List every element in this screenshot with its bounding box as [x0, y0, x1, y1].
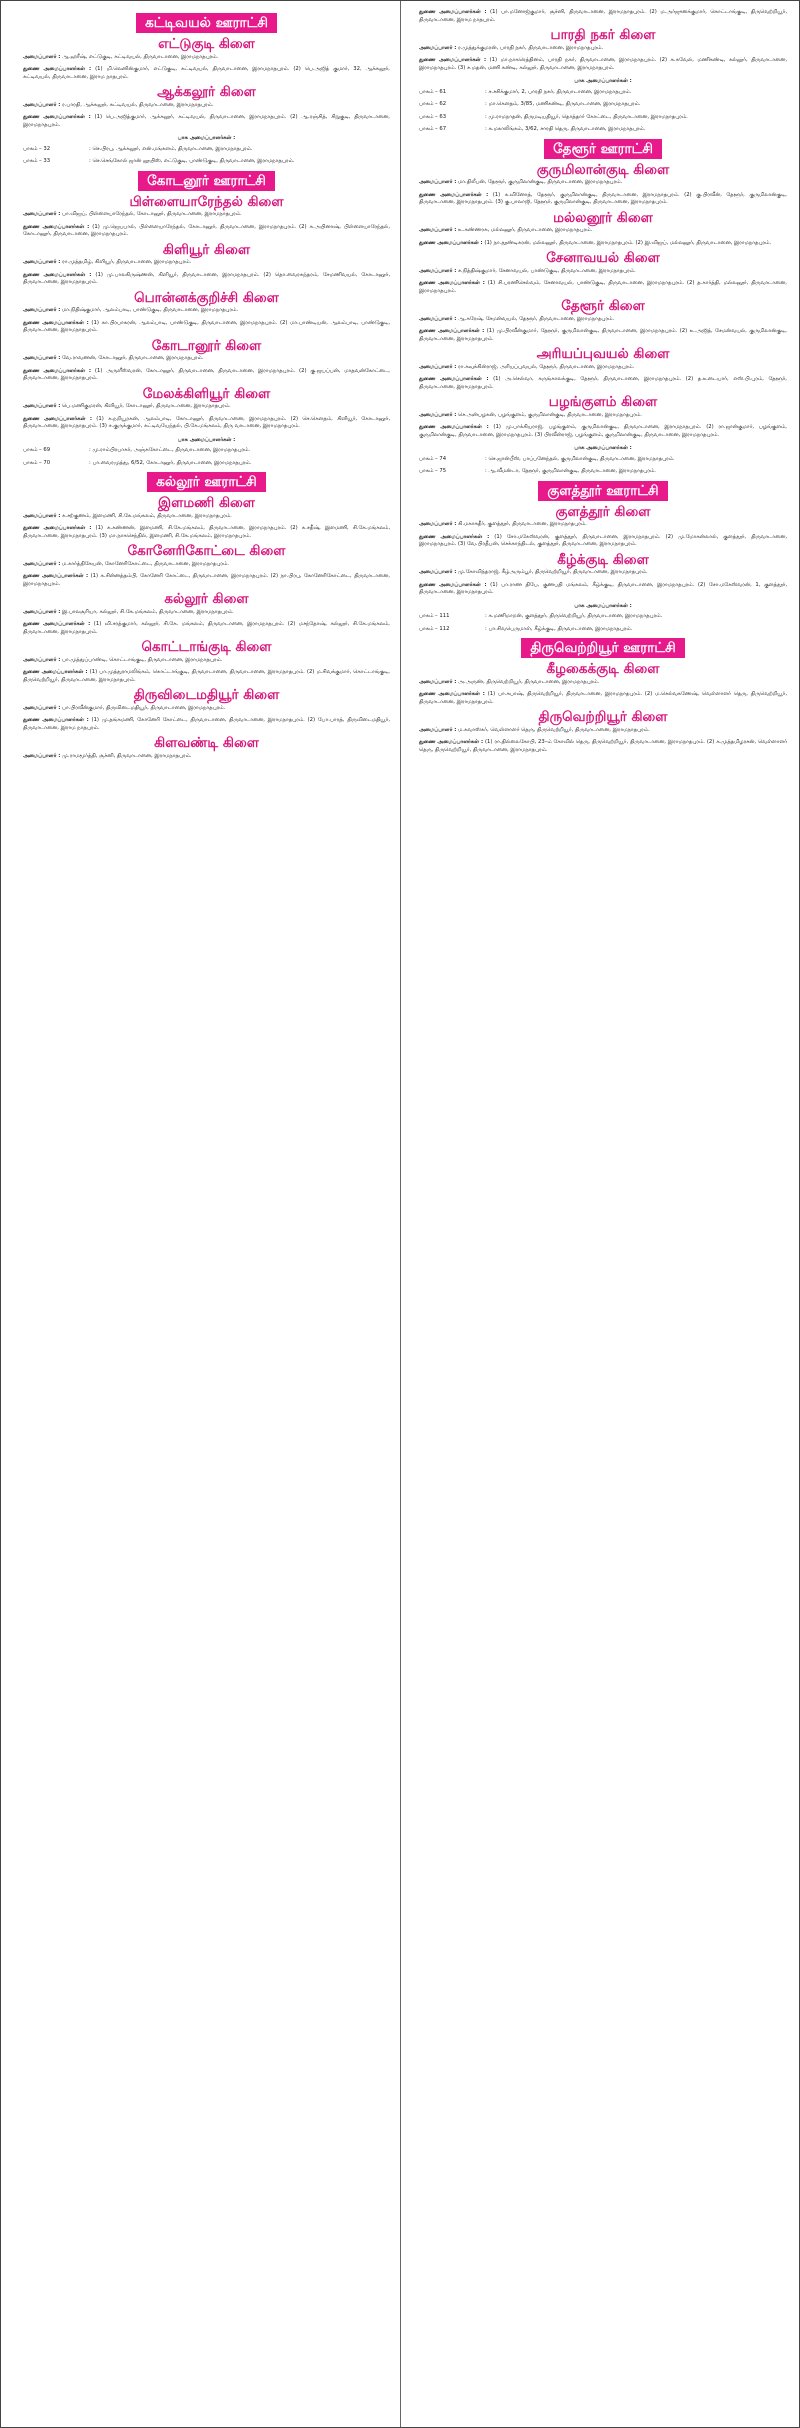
role-label: துணை அமைப்பாளர்கள் : [419, 581, 487, 588]
member-details: அ.அருண், திருவெற்றியூர், திருவாடானை, இராமநாதபுரம். [458, 678, 600, 685]
part-row [419, 626, 787, 634]
member-details: (1) சோ.மகேஸ்வரன், குளத்தூர், திருவாடானை, இராமநாதபுரம். (2) மு.மோகன்லால், குளத்தூர், திருவாடானை, இராமநாதபுரம். (3) வே.பிரதீபன், செக்காந்திடல், குளத்தூர், திருவாடானை, இராமநாதபுரம். [419, 533, 788, 547]
branch-heading: கல்லூர் கிளை [164, 591, 249, 607]
part-number: பாகம் – 67 [419, 126, 447, 132]
member-details: பா.முத்துப்பாண்டி, கொட்டாங்குடி, திருவாடானை, இராமநாதபுரம். [62, 656, 223, 663]
role-label: துணை அமைப்பாளர்கள் : [419, 239, 483, 246]
member-details: மு.கோவிந்தராஜ், கீழ்அரும்பூர், திருவெற்றியூர், திருவாடானை, இராமநாதபுரம். [458, 569, 648, 575]
role-label: அமைப்பாளர் : [23, 211, 61, 217]
role-label: அமைப்பாளர் : [419, 227, 457, 233]
member-details: பா.விஜய், பிள்ளையாரேந்தல், கோடானூர், திருவாடானை, இராமநாதபுரம். [62, 211, 242, 217]
member-details: (1) பெ.அஜித்குமார், ஆக்கலூர், கட்டிவயல், திருவாடானை, இராமநாதபுரம். (2) ஆ.ரஞ்சித், சிறுகுடி, திருவாடானை, இராமநாதபுரம். [23, 114, 390, 128]
left-column [1, 1, 400, 2427]
member-entry [419, 727, 787, 735]
role-label: துணை அமைப்பாளர்கள் : [419, 280, 485, 286]
member-details: செ.அன்பழகன், பழங்குளம், குருமிலான்குடி, திருவாடானை, இராமநாதபுரம். [458, 411, 642, 418]
part-organiser: : பா.சிவபெருமாள், கீழ்க்குடி, திருவாடானை, இராமநாதபுரம். [485, 625, 633, 632]
member-entry [23, 114, 390, 129]
part-number: பாகம் – 61 [419, 88, 447, 95]
member-details: இ.பாலசூரியா, கல்லூர், சி.கே.மங்கலம், திருவாடானை, இராமநாதபுரம். [62, 608, 234, 615]
branch-heading: பிள்ளையாரேந்தல் கிளை [129, 193, 284, 210]
member-entry [419, 227, 787, 235]
part-number: பாகம் – 32 [23, 145, 51, 152]
role-label: அமைப்பாளர் : [23, 512, 61, 519]
member-entry [23, 403, 390, 411]
part-organisers-heading: பாக அமைப்பாளர்கள் : [574, 445, 632, 451]
member-details: (1) வி.சரத்குமார், கல்லூர், சி.கே. மங்கலம், திருவாடானை, இராமநாதபுரம். (2) மசந்தோஷ், கல்லூர், சி.கே.மங்கலம், திருவாடானை, இராமநாதபுரம். [23, 621, 390, 635]
member-entry [419, 240, 787, 248]
part-row [419, 613, 787, 621]
member-details: ரா.முத்தமிழ், கிளியூர், திருவாடானை, இராமநாதபுரம். [62, 259, 192, 265]
member-details: ம.கவாஸ்கர், வெள்ளாளர் தெரு, திருவெற்றியூர், திருவாடானை, இராமநாதபுரம். [458, 726, 650, 733]
branch-heading: அரியப்புவயல் கிளை [536, 346, 670, 362]
branch-heading: மல்லனூர் கிளை [553, 209, 653, 226]
role-label: அமைப்பாளர் : [419, 267, 457, 274]
member-entry [419, 268, 787, 276]
role-label: அமைப்பாளர் : [419, 411, 457, 418]
role-label: அமைப்பாளர் : [419, 44, 457, 51]
role-label: அமைப்பாளர் : [419, 678, 457, 685]
role-label: துணை அமைப்பாளர்கள் : [419, 739, 484, 745]
branch-heading: குளத்தூர் கிளை [555, 503, 651, 520]
part-number: பாகம் – 70 [23, 459, 51, 466]
member-details: (1) பா.மனோஜ்குமார், சூச்னி, திருவாடானை, இராமநாதபுரம். (2) ம.அர்ஜுனக்குமார், கொட்டாங்குடி, திருவெற்றியூர், திருவாடானை, இராம நாதபுரம். [419, 9, 788, 23]
member-entry [23, 609, 390, 617]
union-heading [419, 481, 787, 501]
part-row [419, 468, 787, 476]
member-entry [419, 691, 787, 706]
member-entry [419, 679, 787, 687]
member-details: ரா.கவுக்கின்ராஜ், அரியப்புவயல், தேளூர், திருவாடானை, இராமநாதபுரம். [458, 363, 635, 370]
branch-heading: திருவிடைமதியூர் கிளை [133, 687, 280, 703]
part-row [419, 114, 787, 122]
role-label: அமைப்பாளர் : [419, 179, 457, 185]
member-details: (1) கா.பிரபாகரன், ஆலம்பாடி, பாண்டுகுடி, திருவாடானை, இராமநாதபுரம். (2) மா.பாண்டியன், ஆலம்பாடி, பாண்டுகுடி, திருவாடானை, இராமநாதபுரம். [23, 319, 390, 333]
part-row [23, 447, 390, 455]
part-organiser: : ச.சசிக்குமார், 2, பாரதி நகர், திருவாடானை, இராமநாதபுரம். [485, 88, 632, 95]
member-details: ஆ.ஹரீஷ், எட்டுகுடி, கட்டிவயல், திருவாடானை, இராமநாதபுரம். [62, 53, 219, 60]
member-details: (1) க.கண்ணன், இளமணி, சி.கே.மங்கலம், திருவாடானை, இராமநாதபுரம். (2) க.சதீஷ், இளமணி, சி.கே.மங்கலம், திருவாடானை, இராமநாதபுரம். (3) மா.நாகசெந்தில், இளமணி, சி.கே.மங்கலம், இராமநாதபுரம். [23, 525, 391, 539]
branch-heading: பொன்னக்குறிச்சி கிளை [134, 289, 279, 306]
member-details: (1) பா.முத்துராமலிங்கம், கொட்டாங்குடி, திருவாடானை, திருவாடானை, இராமநாதபுரம். (2) ம.சிவக்குமார், கொட்டாங்குடி, திருவெற்றியூர், திருவாடானை, இராமநாதபுரம். [23, 669, 390, 683]
branch-heading: பழங்குளம் கிளை [548, 394, 658, 410]
role-label: துணை அமைப்பாளர்கள் : [419, 424, 489, 430]
union-label: திருவெற்றியூர் ஊராட்சி [521, 638, 684, 658]
role-label: அமைப்பாளர் : [23, 656, 61, 663]
branch-heading: எட்டுகுடி கிளை [158, 36, 255, 52]
member-entry [23, 272, 390, 287]
role-label: துணை அமைப்பாளர்கள் : [23, 367, 92, 374]
part-row [23, 158, 390, 166]
part-row [419, 101, 787, 109]
member-entry [23, 621, 390, 636]
role-label: துணை அமைப்பாளர்கள் : [23, 621, 91, 627]
member-entry [419, 534, 787, 549]
member-entry [419, 9, 787, 24]
member-details: (1) மா.நாகரெத்தினம், பாரதி நகர், திருவாடானை, இராமநாதபுரம். (2) க.சுவேல், மணிகண்டி, கல்லூர், திருவாடானை, இராமநாதபுரம். (3) ச.மதன், மணி கண்டி, கல்லூர், திருவாடானை, இராமநாதபுரம். [419, 57, 787, 71]
role-label: துணை அமைப்பாளர்கள் : [23, 114, 91, 120]
role-label: அமைப்பாளர் : [23, 560, 61, 567]
member-details: உ.கண்ணரசு, மல்லனூர், திருவாடானை, இராமநாதபுரம். [458, 227, 593, 233]
union-heading [23, 13, 390, 33]
part-number: பாகம் – 69 [23, 447, 51, 453]
role-label: அமைப்பாளர் : [419, 521, 457, 527]
part-number: பாகம் – 75 [419, 468, 447, 474]
role-label: அமைப்பாளர் : [23, 403, 61, 409]
member-details: மா.திலீபன், தேளூர், குருமிலான்குடி, திருவாடானை, இராமநாதபுரம். [458, 179, 623, 185]
role-label: அமைப்பாளர் : [23, 307, 61, 313]
role-label: துணை அமைப்பாளர்கள் : [23, 271, 92, 278]
member-details: பெ.மணிகுமரன், கிளியூர், கோடானூர், திருவாடானை, இராமநாதபுரம். [62, 403, 231, 409]
member-entry [23, 705, 390, 713]
member-entry [419, 582, 787, 597]
union-heading [419, 638, 787, 658]
member-details: (1) க.சின்னத்தம்பி, கோனேரி கோட்டை, திருவாடானை, இராமநாதபுரம். (2) நா.பிரபு, கோனேரிகோட்டை, திருவாடானை, இராமநாதபுரம். [23, 573, 390, 587]
member-details: (1) அருளீஸ்வரன், கோடானூர், திருவாடானை, திருவாடானை, இராமநாதபுரம். (2) கு.ஜயப்பன், மாதவன்கோட்டை, திருவாடானை, இராமநாதபுரம். [23, 367, 390, 381]
role-label: துணை அமைப்பாளர்கள் : [23, 525, 92, 531]
member-entry [419, 412, 787, 420]
member-entry [419, 424, 787, 439]
member-details: (1) மு.தங்கமணி, கோனேரி கோட்டை, திருவாடானை, திருவாடானை, இராமநாதபுரம். (2) போ.பாரத், திருவிடைமதியூர், திருவாடானை, இராம நாதபுரம். [23, 717, 390, 731]
branch-heading: கிளவண்டி கிளை [154, 735, 259, 751]
role-label: துணை அமைப்பாளர்கள் : [23, 573, 89, 579]
part-organiser: : க.மணிமாறன், குளத்தூர், திருவெற்றியூர், திருவாடானை, இராமநாதபுரம். [485, 613, 663, 619]
member-entry [23, 561, 390, 569]
union-label: கட்டிவயல் ஊராட்சி [136, 13, 277, 33]
union-heading [23, 171, 390, 191]
role-label: அமைப்பாளர் : [23, 53, 61, 60]
member-entry [419, 739, 787, 754]
member-details: (1) க.வினோத், தேளூர், குருமிலான்குடி, திருவாடானை, இராமநாதபுரம். (2) கு.பிரவீன், தேளூர், குருமிலான்குடி, திருவாடானை, இராமநாதபுரம். (3) கு.பாலாஜி, தேளூர், குருமிலான்குடி, திருவாடானை, இராமநாதபுரம். [419, 191, 787, 205]
part-organiser: : மு.ராம்பிரபாகர், அஞ்சுகோட்டை, திருவாடானை, இராமநாதபுரம். [89, 447, 251, 453]
member-details: மு.ராமமூர்த்தி, சூச்னி, திருவாடானை, இராமநாதபுரம். [62, 752, 192, 759]
member-entry [419, 57, 787, 72]
branch-heading: சேனாவயல் கிளை [546, 250, 660, 266]
member-entry [23, 717, 390, 732]
branch-heading: குருமிலான்குடி கிளை [536, 161, 670, 178]
right-column [400, 1, 799, 2427]
branch-heading: கீழ்க்குடி கிளை [557, 551, 649, 568]
union-heading [419, 139, 787, 159]
role-label: அமைப்பாளர் : [23, 259, 61, 265]
role-label: துணை அமைப்பாளர்கள் : [23, 717, 89, 723]
part-row [23, 146, 390, 154]
member-details: க.சற்குணம், இளமணி, சி.கே.மங்கலம், திருவாடானை, இராமநாதபுரம். [62, 512, 232, 519]
part-row [419, 126, 787, 134]
branch-heading: கிளியூர் கிளை [162, 241, 251, 258]
branch-heading: இளமணி கிளை [158, 495, 255, 511]
member-details: (1) மு.பிரவீன்குமார், தேளூர், குருமிலான்குடி, திருவாடானை, இராமநாதபுரம். (2) உ.அஜித், சேமன்வயல், குருமிலான்குடி, திருவாடானை, இராமநாதபுரம். [419, 328, 787, 342]
member-details: (1) பா.ராண திபே, குணபதி மங்கலம், கீழ்க்குடி, திருவாடானை, இராமநாதபுரம். (2) சோ.மகேஸ்வரன், 1, குளத்தூர், திருவாடானை, இராமநாதபுரம். [419, 581, 788, 595]
part-organisers-heading: பாக அமைப்பாளர்கள் : [574, 602, 632, 609]
member-details: கி.மகாசுதீர், குளத்தூர், திருவாடானை, இராமநாதபுரம். [458, 521, 587, 527]
union-label: குளத்தூர் ஊராட்சி [538, 481, 667, 501]
role-label: துணை அமைப்பாளர்கள் : [23, 669, 88, 675]
role-label: அமைப்பாளர் : [23, 608, 61, 615]
branch-heading: மேலக்கிளியூர் கிளை [142, 385, 271, 402]
member-details: (1) அ.செல்வா, கருங்காலக்குடி, தேளூர், திருவாடானை, இராமநாதபுரம். (2) த.உடையார், எஸ்.பி.புரம், தேளூர், திருவாடானை, இராமநாதபுரம். [419, 376, 787, 390]
role-label: அமைப்பாளர் : [419, 315, 457, 322]
part-organisers-heading: பாக அமைப்பாளர்கள் : [574, 78, 632, 84]
member-entry [23, 307, 390, 315]
role-label: துணை அமைப்பாளர்கள் : [23, 319, 89, 326]
member-details: (1) மி.லெனின்குமார், எட்டுகுடி, கட்டிவயல், திருவாடானை, இராமநாதபுரம். (2) பெ.அஜித் குமார், 32, ஆக்கலூர், கட்டிவயல், திருவாடானை, இராம நாதபுரம். [23, 66, 390, 80]
member-details: (1) ரா.தில்லைகோபி, 23–ம் கோவில் தெரு, திருவெற்றியூர், திருவாடானை, இராமநாதபுரம். (2) க.முத்தமிழரசன், வெள்ளாளர் தெரு, திருவெற்றியூர், திருவாடானை, இராமநாதபுரம். [419, 739, 788, 753]
member-entry [419, 316, 787, 324]
member-details: (1) நா.தூண்டிகரன், மல்லனூர், திருவாடானை, இராமநாதபுரம். (2) இ.விஜய், மல்லனூர், திருவாடானை, இராமநாதபுரம். [484, 239, 772, 246]
member-entry [419, 280, 787, 295]
role-label: துணை அமைப்பாளர்கள் : [23, 415, 92, 422]
member-entry [23, 513, 390, 521]
part-organiser: : மு.ராமநாதன், திருமடியதியூர், தொத்தார் கோட்டை, திருவாடானை, இராமநாதபுரம். [485, 113, 688, 120]
member-entry [23, 320, 390, 335]
part-organiser: : மா.கௌதம், 3/85, மணிகண்டி, திருவாடானை, இராமநாதபுரம். [485, 101, 641, 107]
member-entry [23, 224, 390, 239]
member-details: (1) சி.பரணிசெல்வம், சேனாவயல், பாண்டுகுடி, திருவாடானை, இராமநாதபுரம். (2) த.கார்த்தி, மல்லனூர், திருவாடானை, இராமநாதபுரம். [419, 280, 787, 294]
member-details: ர.பாரதி, ஆக்கலூர், கட்டிவயல், திருவாடானை, இராமநாதபுரம். [62, 101, 214, 108]
member-details: ர.முத்துக்குமரன், பாரதி நகர், திருவாடானை, இராமநாதபுரம். [458, 44, 604, 51]
member-entry [419, 45, 787, 53]
role-label: அமைப்பாளர் : [23, 704, 61, 711]
member-details: (1) பா.சுபாஷ், திருவெற்றியூர், திருவாடானை, இராமநாதபுரம். (2) ம.செல்வகணேஷ், வெள்ளாளர் தெரு, திருவெற்றியூர், திருவாடானை, இராமநாதபுரம். [419, 691, 787, 705]
member-entry [23, 259, 390, 267]
part-organisers-heading: பாக அமைப்பாளர்கள் : [177, 135, 236, 141]
member-entry [419, 569, 787, 577]
branch-heading: கீழகைக்குடி கிளை [546, 661, 660, 677]
member-entry [23, 66, 390, 81]
part-number: பாகம் – 62 [419, 101, 447, 107]
part-organiser: : செ.பிரபு, ஆக்கலூர், என்.மங்களம், திருவாடானை, இராமநாதபுரம். [89, 145, 253, 152]
role-label: துணை அமைப்பாளர்கள் : [419, 691, 485, 697]
role-label: துணை அமைப்பாளர்கள் : [419, 376, 489, 382]
member-details: பா.பிரவீன்குமார், திருவிடைமதியூர், திருவாடானை, இராமநாதபுரம். [62, 704, 226, 711]
member-details: (1) மு.ஜெயபால், பிள்ளையாரேந்தல், கோடானூர், திருவாடானை, இராமநாதபுரம். (2) சு.அபினாஷ், பிள்ளையாரேந்தல், கோடானூர், திருவாடானை, இராமநாதபுரம். [23, 223, 390, 237]
branch-heading: கோனேரிகோட்டை கிளை [127, 543, 286, 559]
member-details: (1) மு.பாலகிருஷ்ணன், கிளியூர், திருவாடானை, இராமநாதபுரம். (2) தொ.வைரசுந்தரம், சேமணிவயல், கோடானூர், திருவாடானை, இராமநாதபுரம். [23, 271, 390, 285]
member-entry [23, 211, 390, 219]
role-label: துணை அமைப்பாளர்கள் : [23, 66, 92, 72]
member-entry [23, 368, 390, 383]
member-details: வே.ராவணன், கோடானூர், திருவாடானை, இராமநாதபுரம். [62, 355, 204, 361]
role-label: அமைப்பாளர் : [419, 726, 457, 733]
role-label: துணை அமைப்பாளர்கள் : [419, 533, 490, 540]
part-organiser: : செ.ஜான்பீஸ், பாப்பனேந்தல், குருமிலான்குடி, திருவாடானை, இராமநாதபுரம். [485, 455, 675, 462]
member-details: ச.நித்திஷ்குமார், சேனாவயல், பாண்டுகுடி, திருவாடானை, இராமநாதபுரம். [458, 267, 636, 274]
member-entry [23, 525, 390, 540]
member-entry [23, 54, 390, 62]
member-entry [23, 669, 390, 684]
branch-heading: கோடானூர் கிளை [151, 337, 262, 354]
role-label: துணை அமைப்பாளர்கள் : [419, 9, 487, 15]
role-label: துணை அமைப்பாளர்கள் : [23, 223, 90, 230]
union-heading [23, 472, 390, 492]
member-details: ம.கார்த்திகேயன், கோனேரிகோட்டை, திருவாடானை, இராமநாதபுரம். [62, 560, 229, 567]
member-entry [23, 753, 390, 761]
member-entry [23, 573, 390, 588]
member-entry [23, 355, 390, 363]
member-entry [419, 328, 787, 343]
part-row [419, 456, 787, 464]
role-label: துணை அமைப்பாளர்கள் : [419, 328, 485, 334]
branch-heading: தேளூர் கிளை [561, 298, 645, 314]
part-row [419, 89, 787, 97]
role-label: அமைப்பாளர் : [23, 355, 61, 361]
member-entry [419, 376, 787, 391]
union-label: கல்லூர் ஊராட்சி [147, 472, 265, 492]
branch-heading: திருவெற்றியூர் கிளை [538, 709, 668, 725]
union-label: தேளூர் ஊராட்சி [544, 139, 662, 159]
member-entry [23, 657, 390, 665]
part-organiser: : க.மகாலிங்கம், 3/62, சாரதி தெரு, திருவாடானை, இராமநாதபுரம். [485, 126, 646, 132]
union-label: கோடனூர் ஊராட்சி [138, 171, 275, 191]
member-entry [419, 192, 787, 207]
part-organiser: : பா.வைரமுத்து, 6/52, கோடானூர், திருவாடானை, இராமநாதபுரம். [89, 459, 252, 466]
role-label: துணை அமைப்பாளர்கள் : [419, 57, 487, 63]
part-organiser: : செ.செங்கோல் ஜான் லூயிஸ், எட்டுகுடி, பாண்டுகுடி, திருவாடானை, இராமநாதபுரம். [89, 158, 295, 164]
role-label: அமைப்பாளர் : [419, 569, 457, 575]
member-entry [23, 416, 390, 431]
part-number: பாகம் – 33 [23, 158, 51, 164]
role-label: அமைப்பாளர் : [23, 752, 61, 759]
member-details: (1) மு.பாக்கியராஜ், பழங்குளம், குருமிலான்குடி, திருவாடானை, இராமநாதபுரம். (2) ரா.ஜான்குமார், பழங்குளம், குருமிலான்குடி, திருவாடானை, இராமநாதபுரம். (3) பிரவீன்ராஜ், பழங்குளம், குருமிலான்குடி, திருவாடானை, இராமநாதபுரம். [419, 424, 787, 438]
part-number: பாகம் – 74 [419, 455, 447, 462]
member-entry [419, 521, 787, 529]
part-number: பாகம் – 63 [419, 113, 447, 120]
member-entry [23, 102, 390, 110]
part-organiser: : ஆ.வீமன்டா, தேளூர், குருமிலான்குடி, திருவாடானை, இராமநாதபுரம். [485, 468, 656, 474]
role-label: துணை அமைப்பாளர்கள் : [419, 191, 489, 198]
part-row [23, 460, 390, 468]
member-details: (1) க.நறியூரகன், ஆலம்பாடி, கோடானூர், திருவாடானை, இராமநாதபுரம். (2) செ.கௌதம், கிளியூர், கோடானூர், திருவாடானை, இராமநாதபுரம். (3) ச.குருக்குமார், கட்டிவயேந்தல், பி.கே.மங்கலம், திரு வாடானை, இராமநாதபுரம். [23, 415, 391, 429]
part-number: பாகம் – 112 [419, 625, 450, 632]
role-label: அமைப்பாளர் : [419, 363, 457, 370]
part-organisers-heading: பாக அமைப்பாளர்கள் : [177, 436, 236, 443]
branch-heading: கொட்டாங்குடி கிளை [141, 639, 272, 655]
branch-heading: ஆக்கலூர் கிளை [157, 84, 256, 100]
member-details: ஆ.சுரேஷ், சேமன்வயல், தேளூர், திருவாடானை, இராமநாதபுரம். [458, 315, 615, 322]
role-label: அமைப்பாளர் : [23, 101, 61, 108]
member-entry [419, 179, 787, 187]
branch-heading: பாரதி நகர் கிளை [550, 27, 656, 43]
member-entry [419, 364, 787, 372]
member-details: மா.நிதிஷ்குமார், ஆலம்பாடி, பாண்டுகுடி, திருவாடானை, இராமநாதபுரம். [62, 307, 239, 313]
part-number: பாகம் – 111 [419, 613, 450, 619]
